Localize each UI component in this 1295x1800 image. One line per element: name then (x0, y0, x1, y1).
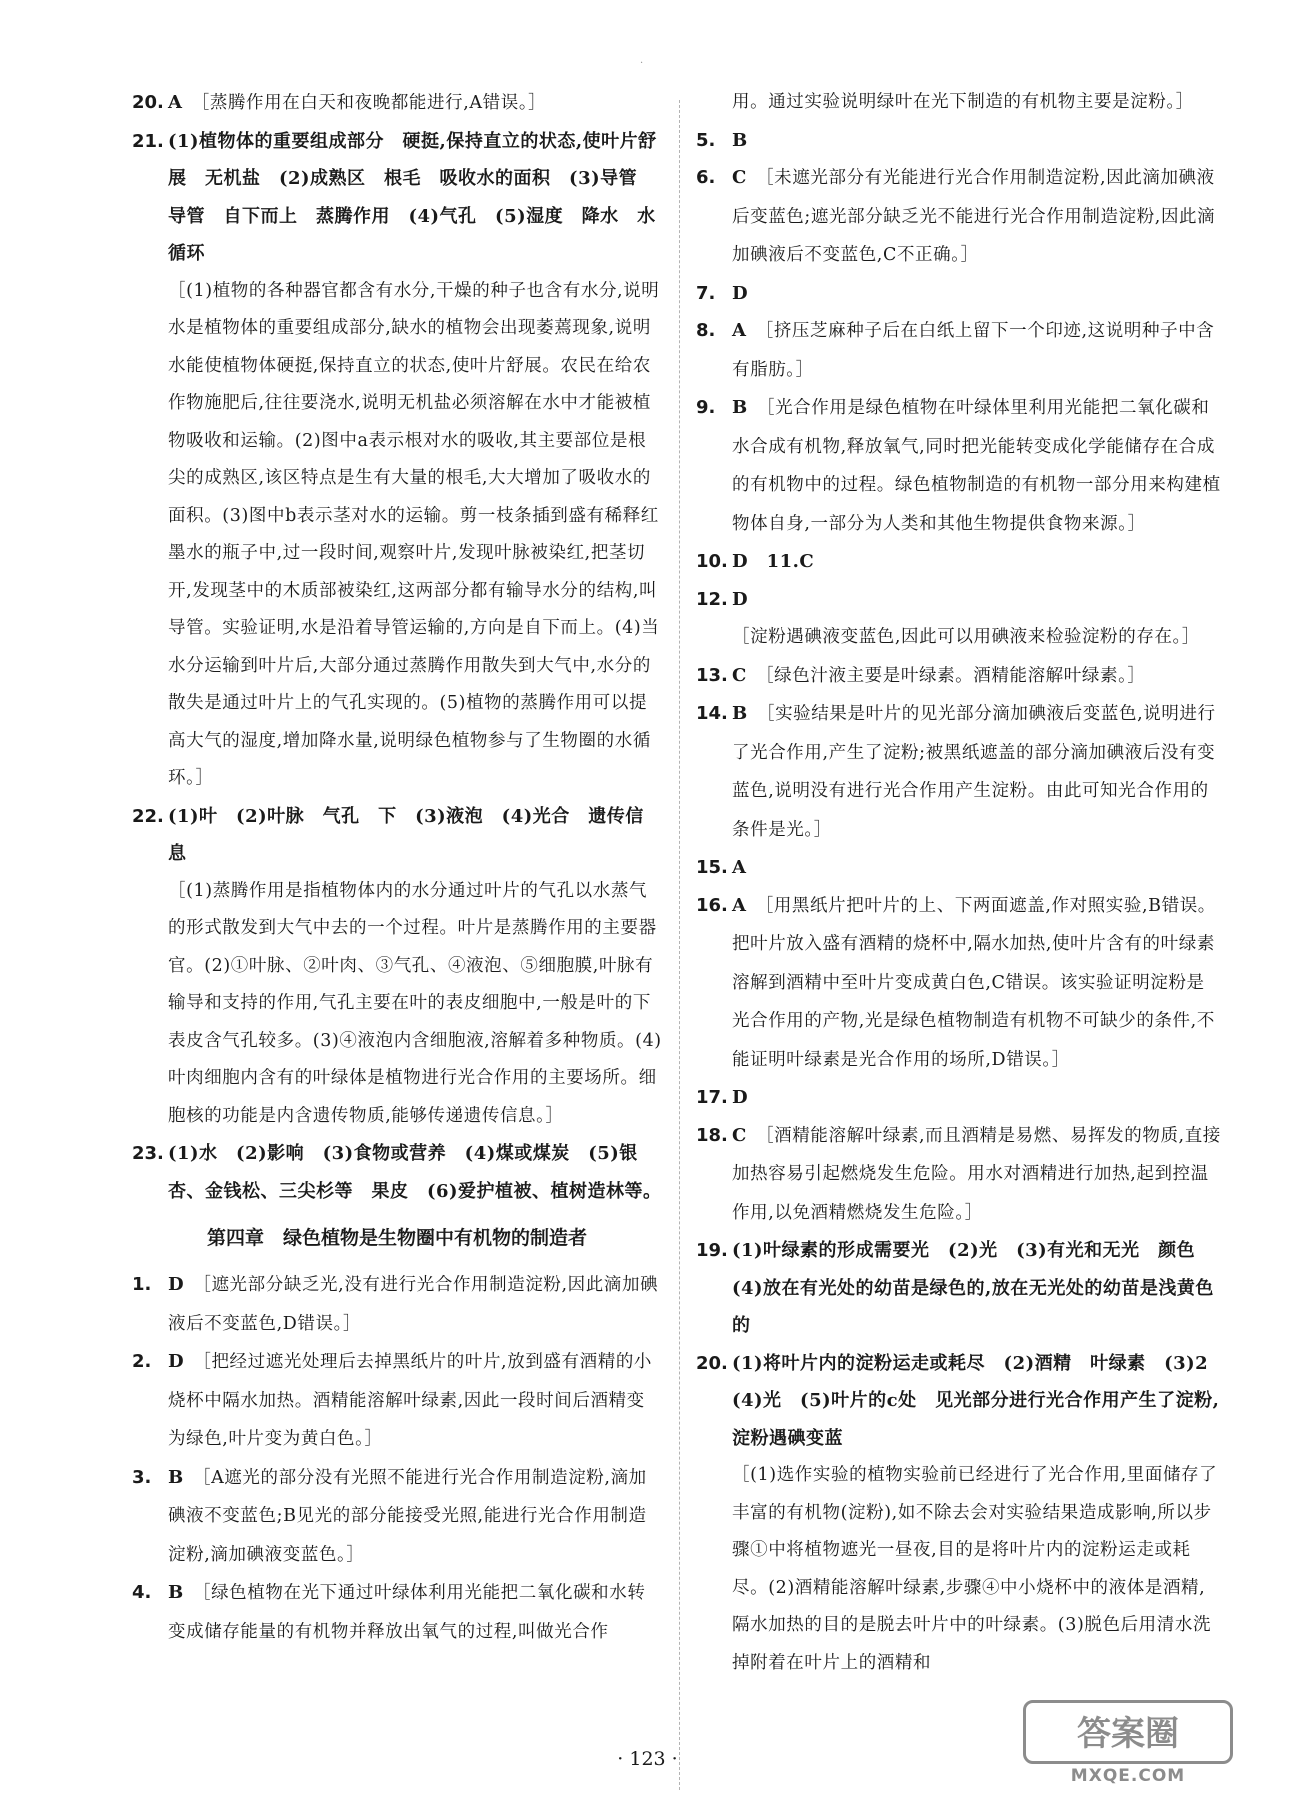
answer-item (696, 312, 1221, 389)
answer-item (696, 695, 1221, 849)
answer-item (696, 1117, 1221, 1233)
watermark-url: MXQE.COM (1070, 1766, 1186, 1786)
answer-text: (1)叶 (2)叶脉 气孔 下 (3)液泡 (4)光合 遗传信息 (168, 805, 644, 864)
question-number: 12. (696, 588, 728, 610)
answer-text: B (732, 129, 748, 151)
chapter-title: 第四章 绿色植物是生物圈中有机物的制造者 (206, 1227, 587, 1249)
answer-item (132, 1459, 662, 1575)
answer-item (132, 84, 662, 123)
answer-text: B (168, 1582, 184, 1603)
explanation-text: 用。通过实验说明绿叶在光下制造的有机物主要是淀粉。］ (732, 92, 1194, 112)
page-number: · 123 · (617, 1748, 678, 1770)
question-number: 1. (132, 1274, 152, 1295)
explanation-text: ［光合作用是绿色植物在叶绿体里利用光能把二氧化碳和水合成有机物,释放氧气,同时把光能转变成化学能储存在合成的有机物中的过程。绿色植物制造的有机物一部分用来构建植物体自身,一部分为人类和其他生物提供食物来源。］ (732, 398, 1221, 534)
answer-text: B (732, 397, 748, 418)
answer-text: C (732, 664, 747, 686)
question-number: 13. (696, 664, 728, 686)
answer-item (696, 887, 1221, 1080)
question-number: 15. (696, 857, 728, 878)
left-column (132, 84, 662, 1651)
question-number: 5. (696, 129, 716, 151)
question-number: 7. (696, 282, 716, 304)
question-number: 9. (696, 397, 716, 418)
answer-item (696, 84, 1221, 122)
right-column (696, 84, 1227, 1682)
answer-text: B (732, 703, 748, 724)
answer-item (132, 1266, 662, 1343)
question-number: 23. (132, 1143, 164, 1164)
question-number: 14. (696, 703, 728, 724)
explanation-text: ［酒精能溶解叶绿素,而且酒精是易燃、易挥发的物质,直接加热容易引起燃烧发生危险。用水对酒精进行加热,起到控温作用,以免酒精燃烧发生危险。］ (732, 1125, 1221, 1223)
explanation-text: ［A遮光的部分没有光照不能进行光合作用制造淀粉,滴加碘液不变蓝色;B见光的部分能接受光照,能进行光合作用制造淀粉,滴加碘液变蓝色。］ (168, 1467, 647, 1565)
question-number: 22. (132, 805, 164, 827)
answer-text: D (168, 1274, 185, 1295)
answer-item (696, 543, 1221, 581)
question-number: 4. (132, 1582, 152, 1603)
question-number: 16. (696, 894, 728, 916)
answer-item (696, 159, 1221, 275)
answer-text: (1)水 (2)影响 (3)食物或营养 (4)煤或煤炭 (5)银杏、金钱松、三尖杉等 果皮 (6)爱护植被、植树造林等。 (168, 1143, 662, 1202)
answer-item (696, 657, 1221, 696)
answer-item (696, 581, 1221, 657)
explanation-text: ［绿色植物在光下通过叶绿体利用光能把二氧化碳和水转变成储存能量的有机物并释放出氧气的过程,叫做光合作 (168, 1583, 646, 1642)
answer-item (696, 122, 1221, 160)
question-number: 8. (696, 320, 716, 341)
watermark-logo (1023, 1700, 1233, 1790)
explanation-text: ［实验结果是叶片的见光部分滴加碘液后变蓝色,说明进行了光合作用,产生了淀粉;被黑纸遮盖的部分滴加碘液后没有变蓝色,说明没有进行光合作用产生淀粉。由此可知光合作用的条件是光。］ (732, 704, 1216, 840)
answer-text: (1)叶绿素的形成需要光 (2)光 (3)有光和无光 颜色 (4)放在有光处的幼苗是绿色的,放在无光处的幼苗是浅黄色的 (732, 1240, 1214, 1336)
question-number: 21. (132, 130, 164, 152)
answer-text: D (732, 1087, 749, 1108)
answer-text: D (168, 1351, 185, 1372)
question-number: 20. (696, 1352, 728, 1374)
question-number: 20. (132, 92, 164, 113)
question-number: 10. (696, 551, 728, 572)
answer-text: (1)将叶片内的淀粉运走或耗尽 (2)酒精 叶绿素 (3)2 (4)光 (5)叶片的c处 见光部分进行光合作用产生了淀粉,淀粉遇碘变蓝 (732, 1352, 1227, 1449)
question-number: 2. (132, 1351, 152, 1372)
explanation-text: ［把经过遮光处理后去掉黑纸片的叶片,放到盛有酒精的小烧杯中隔水加热。酒精能溶解叶绿素,因此一段时间后酒精变为绿色,叶片变为黄白色。］ (168, 1352, 653, 1449)
answer-text: A (732, 894, 747, 916)
answer-item (696, 389, 1221, 543)
answer-item (132, 798, 662, 1136)
answer-text: A (732, 320, 747, 341)
answer-text: A (732, 857, 747, 878)
explanation-text: ［用黑纸片把叶片的上、下两面遮盖,作对照实验,B错误。把叶片放入盛有酒精的烧杯中,隔水加热,使叶片含有的叶绿素溶解到酒精中至叶片变成黄白色,C错误。该实验证明淀粉是光合作用的产物,光是绿色植物制造有机物不可缺少的条件,不能证明叶绿素是光合作用的场所,D错误。］ (732, 895, 1216, 1070)
answer-item (132, 1574, 662, 1651)
explanation-text: ［蒸腾作用在白天和夜晚都能进行,A错误。］ (200, 93, 547, 113)
answer-item (132, 1135, 662, 1210)
watermark-text: 答案圈 (1023, 1700, 1233, 1764)
explanation-text: ［未遮光部分有光能进行光合作用制造淀粉,因此滴加碘液后变蓝色;遮光部分缺乏光不能进行光合作用制造淀粉,因此滴加碘液后不变蓝色,C不正确。］ (732, 168, 1216, 265)
explanation-text: ［(1)蒸腾作用是指植物体内的水分通过叶片的气孔以水蒸气的形式散发到大气中去的一个过程。叶片是蒸腾作用的主要器官。(2)①叶脉、②叶肉、③气孔、④液泡、⑤细胞膜,叶脉有输导和支持的作用,气孔主要在叶的表皮细胞中,一般是叶的下表皮含气孔较多。(3)④液泡内含细胞液,溶解着多种物质。(4)叶肉细胞内含有的叶绿体是植物进行光合作用的主要场所。细胞核的功能是内含遗传物质,能够传递遗传信息。］ (168, 880, 662, 1126)
question-number: 3. (132, 1466, 152, 1488)
chapter4-answer-list (132, 1266, 662, 1651)
explanation-text: ［(1)选作实验的植物实验前已经进行了光合作用,里面储存了丰富的有机物(淀粉),如不除去会对实验结果造成影响,所以步骤①中将植物遮光一昼夜,目的是将叶片内的淀粉运走或耗尽。(2)酒精能溶解叶绿素,步骤④中小烧杯中的液体是酒精,隔水加热的目的是脱去叶片中的叶绿素。(3)脱色后用清水洗掉附着在叶片上的酒精和 (732, 1465, 1218, 1673)
answer-text: B (168, 1466, 184, 1488)
answer-item (132, 123, 662, 798)
right-answer-list (696, 84, 1227, 1682)
answer-item (132, 1343, 662, 1459)
top-mark: · (640, 58, 644, 69)
answer-item (696, 849, 1221, 887)
explanation-text: ［淀粉遇碘液变蓝色,因此可以用碘液来检验淀粉的存在。］ (732, 627, 1201, 647)
explanation-text: ［遮光部分缺乏光,没有进行光合作用制造淀粉,因此滴加碘液后不变蓝色,D错误。］ (168, 1275, 659, 1334)
answer-text: C (732, 167, 747, 188)
question-number: 6. (696, 167, 716, 188)
question-number: 17. (696, 1087, 728, 1108)
answer-text: C (732, 1124, 747, 1146)
answer-text: D 11.C (732, 551, 815, 572)
answer-item (696, 275, 1221, 313)
answer-item (696, 1345, 1227, 1683)
question-number: 18. (696, 1124, 728, 1146)
answer-text: (1)植物体的重要组成部分 硬挺,保持直立的状态,使叶片舒展 无机盐 (2)成熟区 根毛 吸收水的面积 (3)导管 导管 自下而上 蒸腾作用 (4)气孔 (5)湿度 降水 水循环 (168, 130, 657, 264)
question-number: 19. (696, 1240, 728, 1261)
left-answer-list (132, 84, 662, 1210)
answer-item (696, 1079, 1221, 1117)
answer-text: A (168, 92, 183, 113)
explanation-text: ［绿色汁液主要是叶绿素。酒精能溶解叶绿素。］ (764, 665, 1146, 686)
column-divider (679, 100, 680, 1790)
explanation-text: ［挤压芝麻种子后在白纸上留下一个印迹,这说明种子中含有脂肪。］ (732, 321, 1215, 380)
answer-text: D (732, 588, 749, 610)
answer-item (696, 1232, 1221, 1345)
answer-text: D (732, 282, 749, 304)
explanation-text: ［(1)植物的各种器官都含有水分,干燥的种子也含有水分,说明水是植物体的重要组成部分,缺水的植物会出现萎蔫现象,说明水能使植物体硬挺,保持直立的状态,使叶片舒展。农民在给农作物施肥后,往往要浇水,说明无机盐必须溶解在水中才能被植物吸收和运输。(2)图中a表示根对水的吸收,其主要部位是根尖的成熟区,该区特点是生有大量的根毛,大大增加了吸收水的面积。(3)图中b表示茎对水的运输。剪一枝条插到盛有稀释红墨水的瓶子中,过一段时间,观察叶片,发现叶脉被染红,把茎切开,发现茎中的木质部被染红,这两部分都有输导水分的结构,叫导管。实验证明,水是沿着导管运输的,方向是自下而上。(4)当水分运输到叶片后,大部分通过蒸腾作用散失到大气中,水分的散失是通过叶片上的气孔实现的。(5)植物的蒸腾作用可以提高大气的湿度,增加降水量,说明绿色植物参与了生物圈的水循环。］ (168, 280, 660, 788)
